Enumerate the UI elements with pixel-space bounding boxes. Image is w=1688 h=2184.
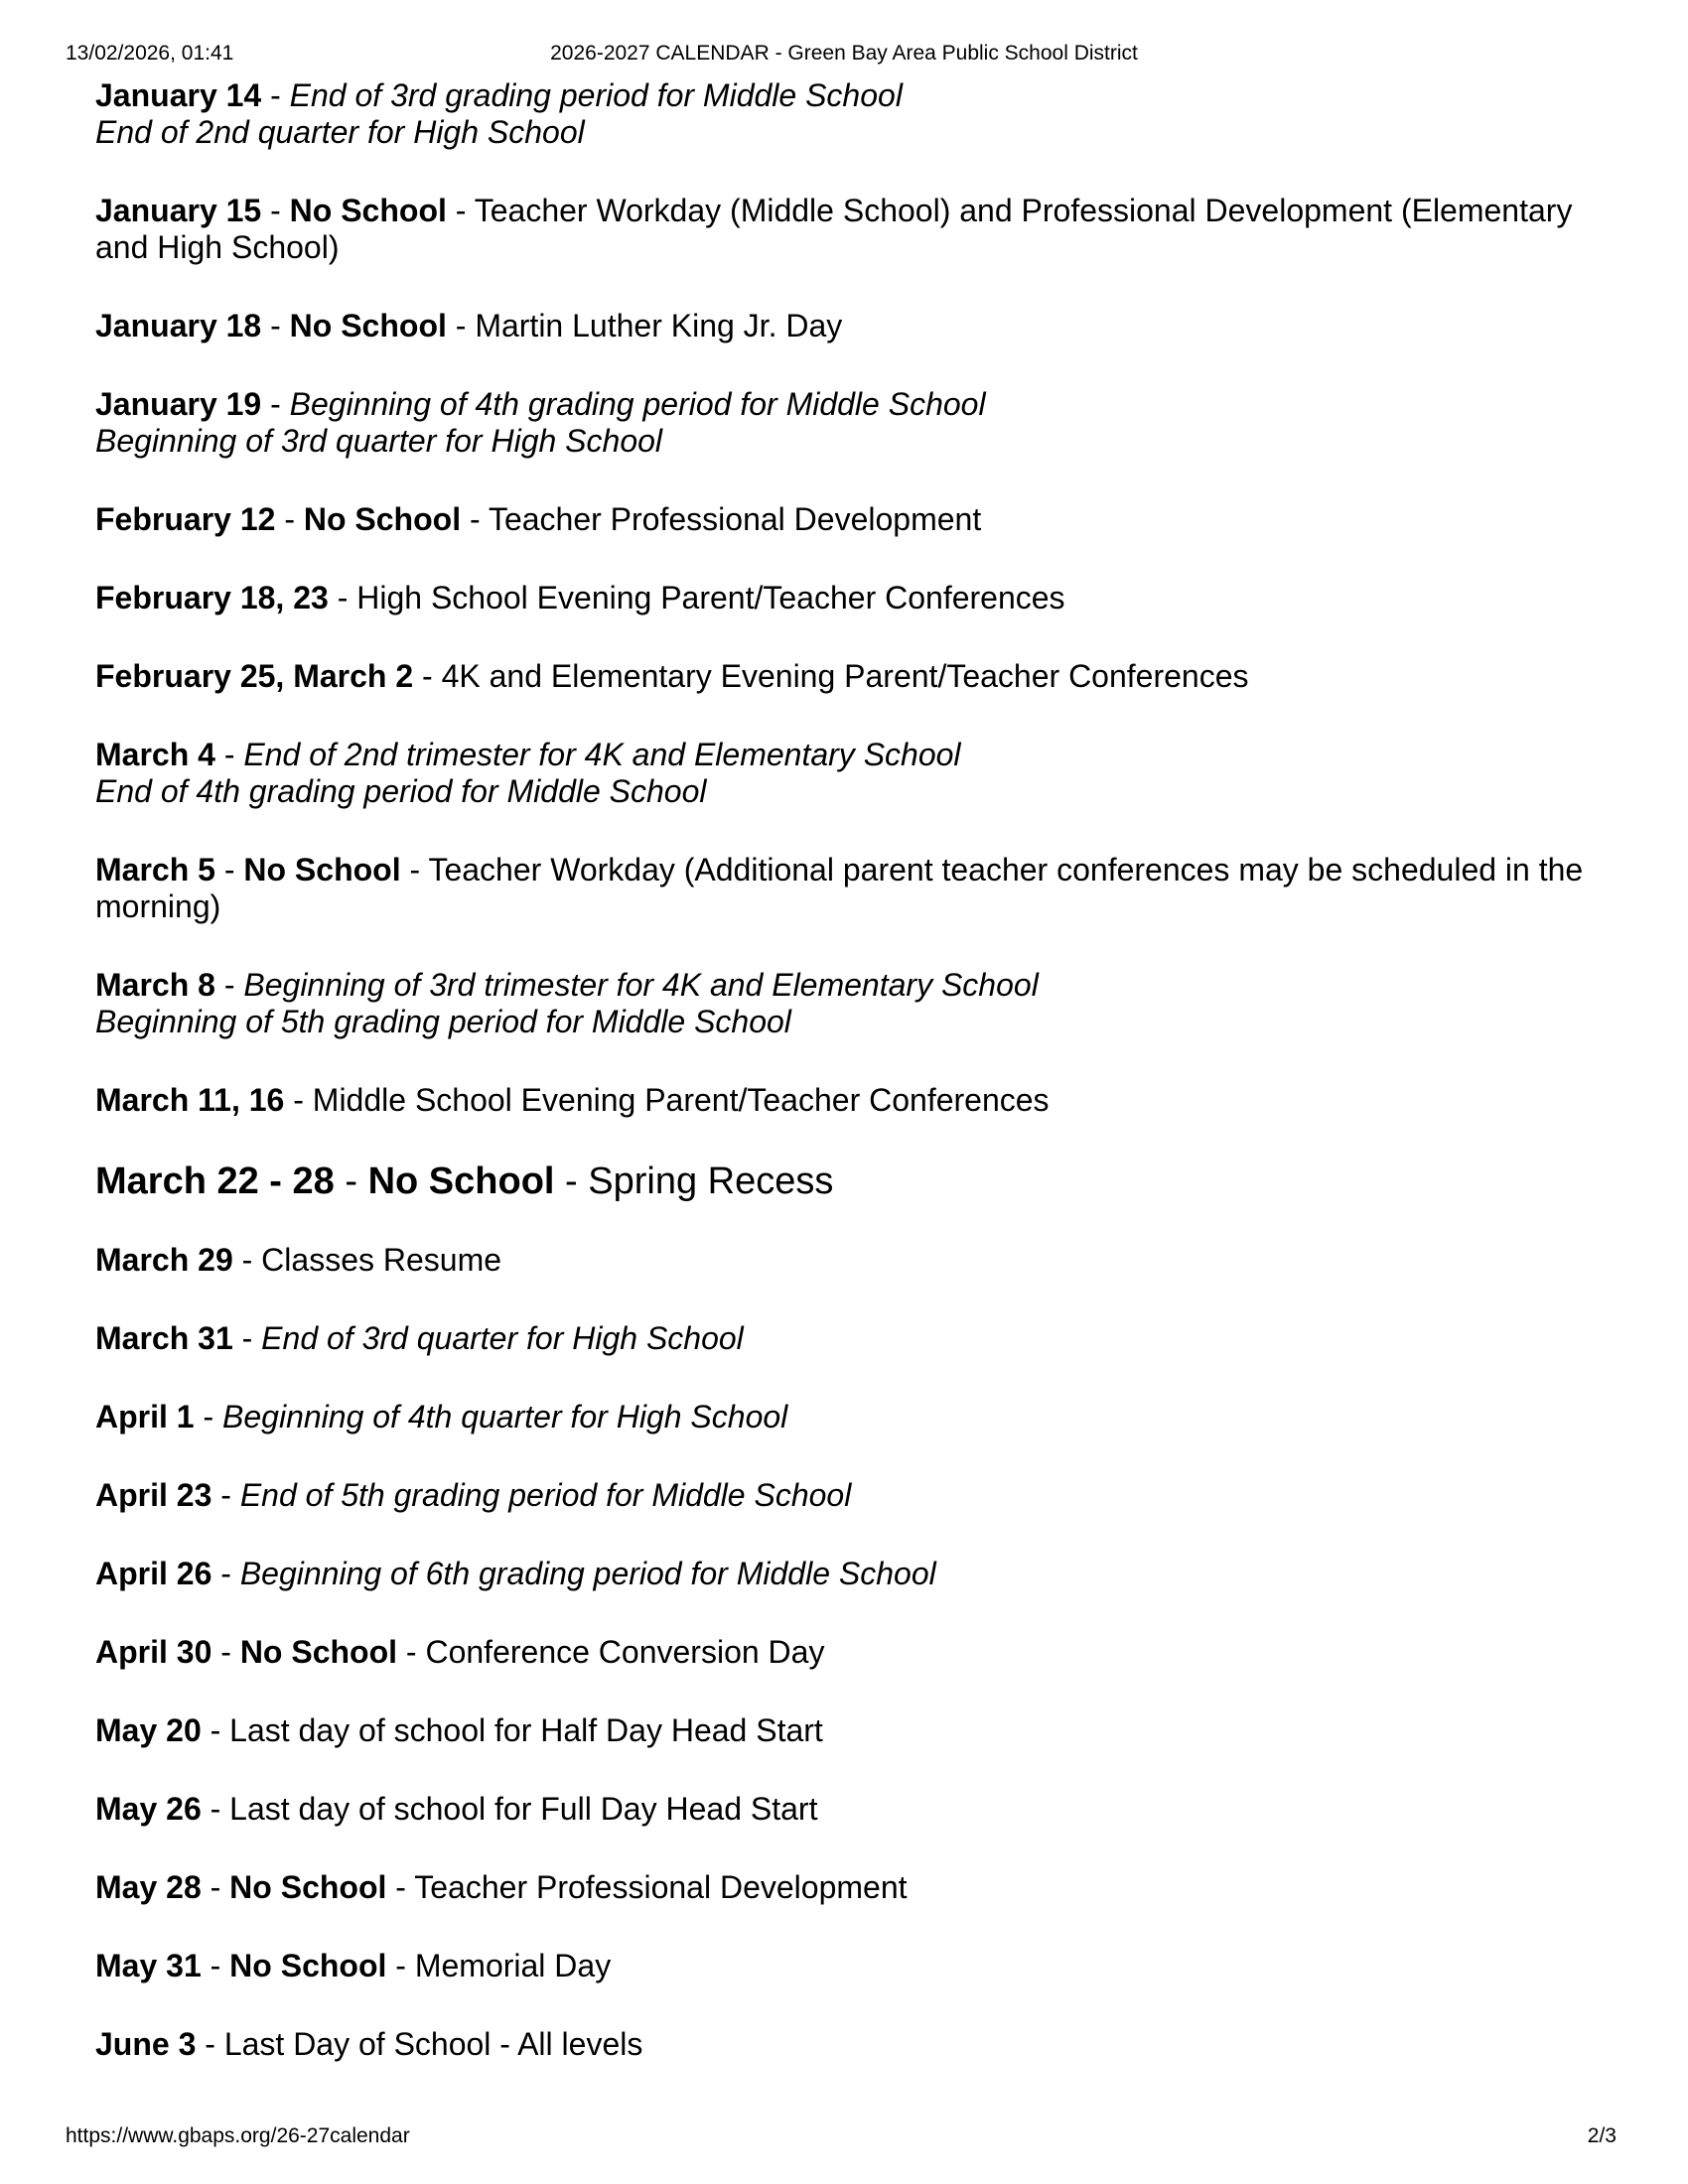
entry-description: Beginning of 4th quarter for High School [222,1399,788,1434]
entry-description: Teacher Professional Development [488,501,982,537]
calendar-entry [95,1869,1624,1906]
entry-description: 4K and Elementary Evening Parent/Teacher Conferences [441,658,1249,694]
no-school-label: No School [367,1160,555,1202]
calendar-entry [95,580,1624,616]
no-school-label: No School [243,852,401,887]
entry-description: Classes Resume [261,1242,502,1278]
calendar-entry [95,737,1624,810]
calendar-entry [95,852,1624,925]
entry-separator: - [261,77,290,113]
entry-description: Beginning of 4th grading period for Middle School [289,386,986,422]
entry-date: February 25, March 2 [95,658,414,694]
entry-separator: - [214,737,244,772]
entry-date: March 11, 16 [95,1082,285,1118]
entry-separator: - [413,658,442,694]
entry-date: January 19 [95,386,262,422]
entry-separator: - [201,1712,230,1748]
entry-separator: - [284,1082,313,1118]
entry-separator: - [386,1869,415,1905]
entry-description-line2: Beginning of 3rd quarter for High School [95,423,663,459]
entry-description: Martin Luther King Jr. Day [475,308,843,343]
entry-date: February 12 [95,501,276,537]
calendar-entry [95,967,1624,1040]
entry-date: April 1 [95,1399,195,1434]
entry-description: Conference Conversion Day [425,1634,825,1670]
entry-separator: - [214,852,244,887]
entry-description: Last day of school for Full Day Head Start [229,1791,818,1827]
entry-separator: - [446,193,475,228]
entry-date: March 22 - 28 [95,1160,335,1202]
entry-separator: - [201,1791,230,1827]
entry-separator: - [196,2026,224,2062]
entry-description: End of 3rd grading period for Middle School [289,77,903,113]
print-header [0,0,1688,89]
entry-separator: - [461,501,489,537]
entry-date: March 29 [95,1242,233,1278]
entry-description-line2: End of 2nd quarter for High School [95,114,585,150]
entry-separator: - [261,308,290,343]
entry-date: February 18, 23 [95,580,329,615]
print-timestamp: 13/02/2026, 01:41 [66,42,234,65]
entry-description: Last day of school for Half Day Head Start [229,1712,823,1748]
entry-date: April 30 [95,1634,212,1670]
no-school-label: No School [289,193,447,228]
calendar-entry [95,1399,1624,1435]
entry-description: Spring Recess [588,1160,834,1202]
entry-date: April 23 [95,1477,212,1513]
entry-separator: - [232,1242,262,1278]
calendar-entry [95,658,1624,695]
entry-separator: - [201,1869,230,1905]
entry-date: May 31 [95,1948,202,1983]
entry-separator: - [261,386,290,422]
entry-date: January 15 [95,193,262,228]
calendar-entry [95,386,1624,460]
entry-description: Memorial Day [414,1948,612,1983]
entry-description: Teacher Workday (Middle School) and Professional Development (Elementary and High School) [95,193,1573,265]
entry-separator: - [334,1160,368,1202]
no-school-label: No School [229,1948,387,1983]
entry-separator: - [400,852,429,887]
entry-separator: - [328,580,357,615]
entry-description: Middle School Evening Parent/Teacher Conferences [312,1082,1050,1118]
entry-separator: - [214,967,244,1003]
page-number: 2/3 [1587,2124,1617,2147]
entry-description: Beginning of 3rd trimester for 4K and Elementary School [243,967,1039,1003]
calendar-entry [95,1948,1624,1984]
calendar-entry [95,1477,1624,1514]
document-title: 2026-2027 CALENDAR - Green Bay Area Public School District [550,42,1138,65]
no-school-label: No School [239,1634,398,1670]
entry-date: January 18 [95,308,262,343]
calendar-entry [95,1082,1624,1119]
entry-description: High School Evening Parent/Teacher Conferences [356,580,1065,615]
entry-description-line2: Beginning of 5th grading period for Middle School [95,1004,791,1039]
entry-description: Teacher Workday (Additional parent teacher conferences may be scheduled in the morning) [95,852,1584,924]
entry-separator: - [261,193,290,228]
page-url: https://www.gbaps.org/26-27calendar [66,2124,410,2147]
print-footer [0,2124,1688,2164]
calendar-entry [95,1320,1624,1357]
calendar-entry [95,77,1624,151]
entry-description: End of 5th grading period for Middle School [239,1477,852,1513]
entry-separator: - [554,1160,589,1202]
entry-description-line2: End of 4th grading period for Middle School [95,773,707,809]
no-school-label: No School [229,1869,387,1905]
calendar-entry [95,501,1624,538]
entry-description: Beginning of 6th grading period for Middle School [239,1556,936,1591]
entry-separator: - [211,1556,240,1591]
entry-date: March 4 [95,737,215,772]
entry-separator: - [446,308,476,343]
entry-description: End of 2nd trimester for 4K and Elementary School [243,737,961,772]
calendar-entry [95,193,1624,266]
calendar-entry [95,1791,1624,1828]
calendar-entries [95,77,1624,2105]
entry-separator: - [386,1948,415,1983]
entry-date: May 20 [95,1712,202,1748]
entry-separator: - [397,1634,426,1670]
entry-date: May 26 [95,1791,202,1827]
no-school-label: No School [289,308,447,343]
entry-date: May 28 [95,1869,202,1905]
entry-date: June 3 [95,2026,197,2062]
entry-separator: - [211,1477,240,1513]
entry-date: March 8 [95,967,215,1003]
entry-separator: - [201,1948,230,1983]
calendar-entry-highlighted [95,1160,1624,1202]
calendar-entry [95,1712,1624,1749]
entry-separator: - [232,1320,262,1356]
entry-separator: - [275,501,304,537]
no-school-label: No School [303,501,462,537]
calendar-entry [95,308,1624,344]
calendar-entry [95,2026,1624,2063]
entry-date: April 26 [95,1556,212,1591]
calendar-entry [95,1634,1624,1671]
entry-description: End of 3rd quarter for High School [261,1320,744,1356]
entry-separator: - [211,1634,240,1670]
calendar-entry [95,1556,1624,1592]
entry-date: January 14 [95,77,262,113]
entry-separator: - [194,1399,223,1434]
entry-date: March 31 [95,1320,233,1356]
entry-date: March 5 [95,852,215,887]
calendar-entry [95,1242,1624,1279]
entry-description: Teacher Professional Development [414,1869,908,1905]
entry-description: Last Day of School - All levels [223,2026,643,2062]
